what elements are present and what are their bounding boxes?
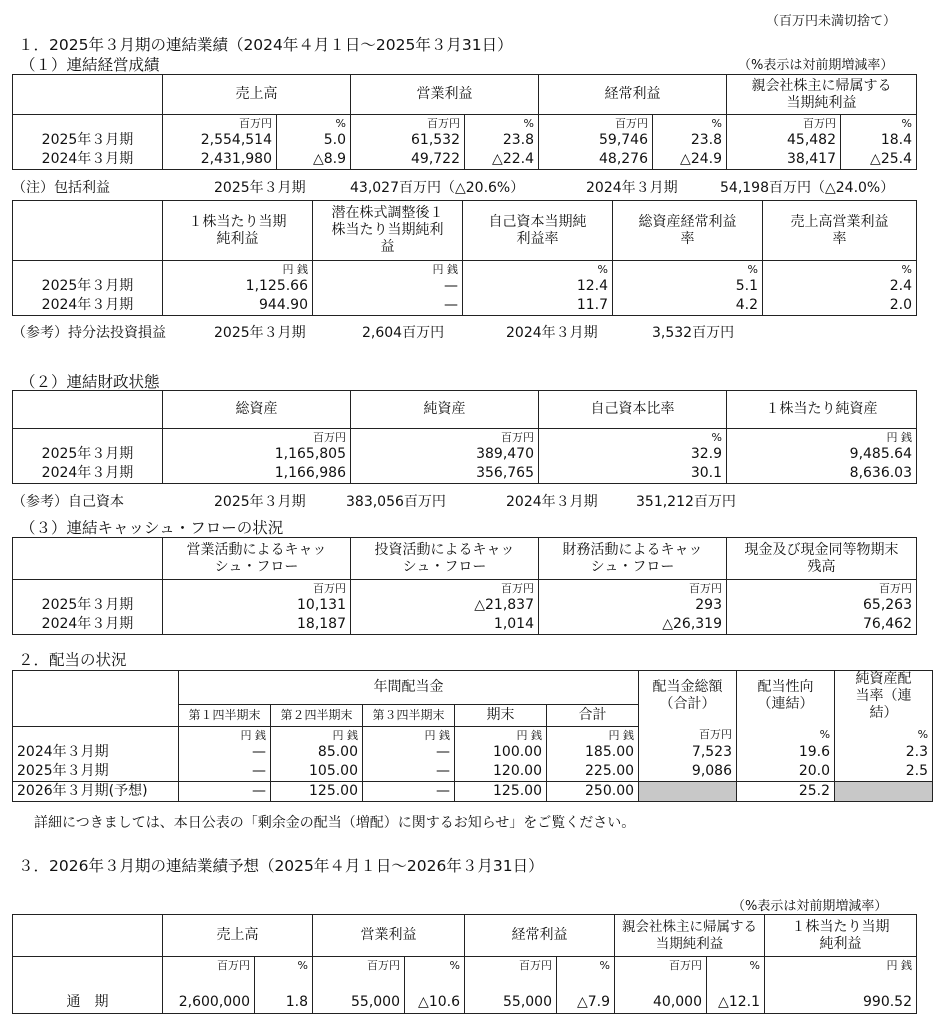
col-header: 営業活動によるキャッシュ・フロー [163,538,351,580]
cell: 20.0 [737,762,835,782]
cell: △10.6 [405,973,465,1013]
unit: 円 銭 [271,727,363,744]
cell: △26,319 [539,615,727,635]
cell: 1,166,986 [163,464,351,484]
unit: % [465,115,539,132]
unit: 百万円 [163,580,351,597]
per-share-table [12,200,917,316]
row-label: 2024年３月期 [13,615,163,635]
unit: 百万円 [727,580,917,597]
cell: 2,600,000 [163,973,255,1013]
col-header: 自己資本当期純利益率 [463,201,613,261]
annual-dividend-header: 年間配当金 [179,671,639,705]
col-header: 潜在株式調整後１株当たり当期純利益 [313,201,463,261]
dividend-table [12,670,933,802]
comprehensive-income-label: （注）包括利益 [12,180,110,196]
quarter-header: 第３四半期末 [363,705,455,727]
cell: 389,470 [351,445,539,464]
unit: 百万円 [163,115,277,132]
cell: 1,014 [351,615,539,635]
note-value: 3,532百万円 [652,325,735,341]
col-header: １株当たり純資産 [727,391,917,429]
cell: 7,523 [639,743,737,762]
cell: 225.00 [547,762,639,782]
shaded-cell [835,782,933,802]
cell: 125.00 [271,782,363,802]
cell: 38,417 [727,150,841,170]
unit: % [763,261,917,278]
cell: 59,746 [539,131,653,150]
cell: 944.90 [163,296,313,316]
cell: △12.1 [707,973,765,1013]
col-header: 営業利益 [351,75,539,115]
col-header: 経常利益 [465,915,615,957]
col-header: 親会社株主に帰属する当期純利益 [727,75,917,115]
cell: 48,276 [539,150,653,170]
note-value: 383,056百万円 [346,494,446,510]
unit: % [737,727,835,744]
dividend-ratio-header: 純資産配当率（連結） [835,671,933,727]
col-header: 投資活動によるキャッシュ・フロー [351,538,539,580]
col-header: １株当たり当期純利益 [765,915,917,957]
unit: % [841,115,917,132]
cell: △24.9 [653,150,727,170]
quarter-header: 第２四半期末 [271,705,363,727]
col-header: 親会社株主に帰属する当期純利益 [615,915,765,957]
note-period: 2025年３月期 [214,494,306,510]
unit: 円 銭 [363,727,455,744]
cell: △22.4 [465,150,539,170]
total-dividend-header: 配当金総額（合計） [639,671,737,727]
cell: 30.1 [539,464,727,484]
unit: % [255,957,313,974]
unit-note: （百万円未満切捨て） [766,14,897,29]
cell: 2.0 [763,296,917,316]
cell: 100.00 [455,743,547,762]
cell: 85.00 [271,743,363,762]
unit: % [653,115,727,132]
cell: 65,263 [727,596,917,615]
cell: 4.2 [613,296,763,316]
shaded-cell [639,782,737,802]
subsection2-title: （２）連結財政状態 [20,373,160,391]
cell: 61,532 [351,131,465,150]
financial-position-table [12,390,917,484]
row-label: 2026年３月期(予想) [13,782,179,802]
unit: 円 銭 [765,957,917,974]
unit: 円 銭 [179,727,271,744]
row-label: 2024年３月期 [13,743,179,762]
cell: 11.7 [463,296,613,316]
col-header: 営業利益 [313,915,465,957]
cell: 9,086 [639,762,737,782]
section2-title: ２．配当の状況 [18,651,127,669]
cell: 105.00 [271,762,363,782]
col-header: １株当たり当期純利益 [163,201,313,261]
cell: 49,722 [351,150,465,170]
unit: % [557,957,615,974]
col-header: 売上高 [163,915,313,957]
col-header: 自己資本比率 [539,391,727,429]
unit: 円 銭 [163,261,313,278]
unit: 百万円 [727,115,841,132]
cell: 10,131 [163,596,351,615]
unit: 百万円 [313,957,405,974]
cell: 25.2 [737,782,835,802]
unit: 百万円 [639,727,737,744]
unit: 百万円 [163,429,351,446]
cell: 2.5 [835,762,933,782]
unit: 円 銭 [313,261,463,278]
payout-header: 配当性向（連結） [737,671,835,727]
cell: 19.6 [737,743,835,762]
col-header: 売上高 [163,75,351,115]
row-label: 2025年３月期 [13,445,163,464]
note-value: 43,027百万円（△20.6%） [350,180,525,196]
unit: 百万円 [615,957,707,974]
unit: % [405,957,465,974]
row-label: 2025年３月期 [13,596,163,615]
unit: 百万円 [539,115,653,132]
row-label: 2024年３月期 [13,464,163,484]
col-header: 現金及び現金同等物期末残高 [727,538,917,580]
cell: 2.3 [835,743,933,762]
unit: 百万円 [351,115,465,132]
unit: 百万円 [539,580,727,597]
cell: △8.9 [277,150,351,170]
unit: % [835,727,933,744]
col-header: 総資産経常利益率 [613,201,763,261]
row-label: 2025年３月期 [13,131,163,150]
unit: 百万円 [351,580,539,597]
unit: % [277,115,351,132]
cell: 8,636.03 [727,464,917,484]
cell: 356,765 [351,464,539,484]
cell: △25.4 [841,150,917,170]
unit: 円 銭 [455,727,547,744]
dividend-detail-note: 詳細につきましては、本日公表の「剰余金の配当（増配）に関するお知らせ」をご覧ください。 [34,815,636,831]
col-header: 純資産 [351,391,539,429]
cell: 32.9 [539,445,727,464]
note-value: 351,212百万円 [636,494,736,510]
cell: 5.1 [613,277,763,296]
row-label: 2024年３月期 [13,150,163,170]
unit: % [707,957,765,974]
cell: 40,000 [615,973,707,1013]
cell: 23.8 [465,131,539,150]
section3-title: ３．2026年３月期の連結業績予想（2025年４月１日～2026年３月31日） [18,857,544,875]
cell: 1,165,805 [163,445,351,464]
cell: 12.4 [463,277,613,296]
operating-results-table [12,74,917,170]
row-label: 2025年３月期 [13,762,179,782]
note-period: 2024年３月期 [506,325,598,341]
pct-note-1: （%表示は対前期増減率） [738,58,894,73]
cell: 185.00 [547,743,639,762]
row-label: 2025年３月期 [13,277,163,296]
row-label: 通 期 [13,973,163,1013]
cell: 2,431,980 [163,150,277,170]
corner-cell [13,75,163,115]
note-period: 2025年３月期 [214,325,306,341]
unit: % [463,261,613,278]
cell: — [179,782,271,802]
note-period: 2024年３月期 [506,494,598,510]
cell: — [179,743,271,762]
cell: 23.8 [653,131,727,150]
cell: 120.00 [455,762,547,782]
cell: △7.9 [557,973,615,1013]
unit: 百万円 [465,957,557,974]
col-header: 財務活動によるキャッシュ・フロー [539,538,727,580]
cell: 293 [539,596,727,615]
cell: 45,482 [727,131,841,150]
own-capital-label: （参考）自己資本 [12,494,124,510]
cell: △21,837 [351,596,539,615]
note-period: 2025年３月期 [214,180,306,196]
cell: — [179,762,271,782]
cell: 55,000 [313,973,405,1013]
cell: 1,125.66 [163,277,313,296]
quarter-header: 合計 [547,705,639,727]
forecast-table [12,914,917,1014]
unit: % [539,429,727,446]
cell: 18,187 [163,615,351,635]
cell: — [363,762,455,782]
cell: 18.4 [841,131,917,150]
cell: — [363,743,455,762]
note-value: 2,604百万円 [362,325,445,341]
cell: 9,485.64 [727,445,917,464]
col-header: 経常利益 [539,75,727,115]
note-period: 2024年３月期 [586,180,678,196]
equity-method-label: （参考）持分法投資損益 [12,325,166,341]
subsection1-title: （１）連結経営成績 [20,56,160,74]
quarter-header: 期末 [455,705,547,727]
row-label: 2024年３月期 [13,296,163,316]
pct-note-3: （%表示は対前期増減率） [732,899,888,914]
cell: 55,000 [465,973,557,1013]
cell: 2,554,514 [163,131,277,150]
quarter-header: 第１四半期末 [179,705,271,727]
cell: 990.52 [765,973,917,1013]
cell: 76,462 [727,615,917,635]
cell: 5.0 [277,131,351,150]
cell: — [363,782,455,802]
note-value: 54,198百万円（△24.0%） [720,180,895,196]
cell: — [313,277,463,296]
unit: 百万円 [351,429,539,446]
cell: 1.8 [255,973,313,1013]
subsection3-title: （３）連結キャッシュ・フローの状況 [20,519,284,537]
col-header: 売上高営業利益率 [763,201,917,261]
cash-flow-table [12,537,917,635]
cell: 250.00 [547,782,639,802]
unit: 円 銭 [727,429,917,446]
unit: 円 銭 [547,727,639,744]
cell: 125.00 [455,782,547,802]
col-header: 総資産 [163,391,351,429]
unit: % [613,261,763,278]
section1-title: １．2025年３月期の連結業績（2024年４月１日～2025年３月31日） [18,36,513,54]
unit: 百万円 [163,957,255,974]
cell: 2.4 [763,277,917,296]
cell: — [313,296,463,316]
